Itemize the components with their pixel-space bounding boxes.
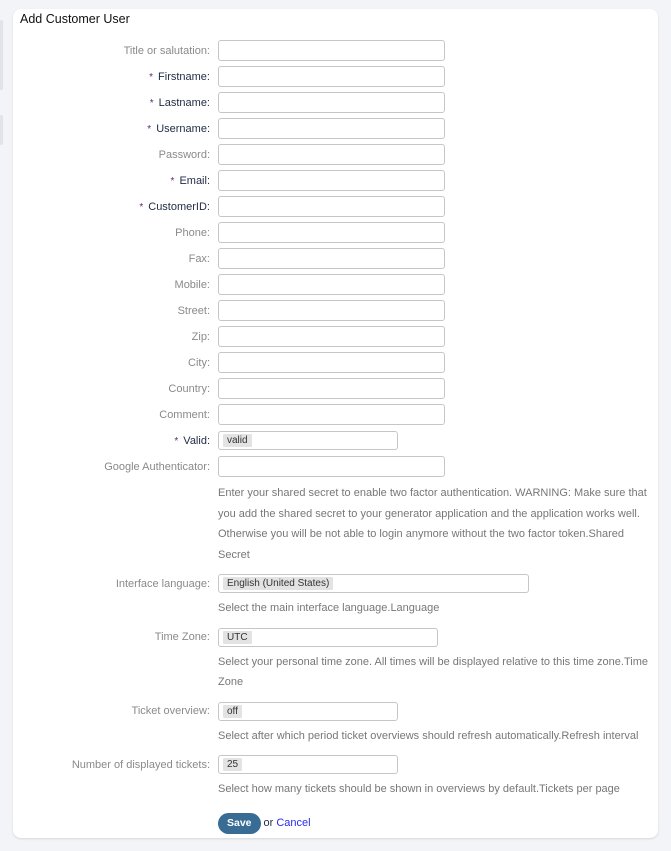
- field-label-text: Password:: [158, 148, 210, 161]
- field-label-text: Mobile:: [174, 278, 210, 291]
- field-label-text: Firstname:: [158, 70, 210, 83]
- required-marker: *: [170, 175, 175, 187]
- field-label-text: Title or salutation:: [123, 44, 210, 57]
- field-input[interactable]: [218, 144, 445, 165]
- ticket-overview-help: Select after which period ticket overviews should refresh automatically.Refresh interval: [218, 729, 639, 742]
- field-label: [13, 97, 218, 109]
- field-row: [13, 197, 658, 216]
- google-authenticator-label: Google Authenticator:: [104, 460, 210, 473]
- required-marker: *: [149, 97, 154, 109]
- field-row: [13, 353, 658, 372]
- field-input[interactable]: [218, 300, 445, 321]
- field-label-text: Username:: [156, 122, 210, 135]
- sidebar-edge: [0, 115, 3, 145]
- selected-value: UTC: [223, 631, 252, 644]
- field-label-text: Zip:: [191, 330, 210, 343]
- field-row: [13, 301, 658, 320]
- field-row: [13, 41, 658, 60]
- num-tickets-help: Select how many tickets should be shown in overviews by default.Tickets per page: [218, 783, 620, 795]
- selected-value: off: [223, 705, 242, 718]
- field-label: [13, 409, 218, 421]
- customer-user-form: [13, 41, 658, 834]
- field-input[interactable]: [218, 196, 445, 217]
- valid-select[interactable]: [218, 431, 398, 450]
- field-label: [13, 175, 218, 187]
- field-label: [13, 435, 218, 447]
- timezone-select[interactable]: [218, 628, 438, 647]
- field-row: [13, 327, 658, 346]
- field-label-text: Country:: [168, 382, 210, 395]
- language-help: Select the main interface language.Language: [218, 602, 440, 614]
- field-label: [13, 227, 218, 239]
- language-select[interactable]: [218, 574, 529, 593]
- field-label-text: CustomerID:: [148, 200, 210, 213]
- selected-value: 25: [223, 758, 242, 771]
- add-customer-user-panel: [13, 9, 658, 838]
- cancel-link[interactable]: Cancel: [276, 817, 311, 829]
- field-input[interactable]: [218, 40, 445, 61]
- panel-title: Add Customer User: [20, 12, 130, 26]
- sidebar-edge: [0, 20, 3, 90]
- field-label: [13, 201, 218, 213]
- field-label-text: Comment:: [159, 408, 210, 421]
- field-row: [13, 67, 658, 86]
- ticket-overview-select[interactable]: [218, 702, 398, 721]
- field-input[interactable]: [218, 378, 445, 399]
- field-label-text: Phone:: [175, 226, 210, 239]
- field-input[interactable]: [218, 352, 445, 373]
- field-label-text: Lastname:: [158, 96, 210, 109]
- field-row: [13, 379, 658, 398]
- field-row: [13, 93, 658, 112]
- ticket-overview-label: Ticket overview:: [131, 705, 210, 717]
- field-label: [13, 71, 218, 83]
- save-button[interactable]: Save: [218, 813, 261, 834]
- timezone-label: Time Zone:: [154, 631, 210, 643]
- timezone-help: Select your personal time zone. All times will be displayed relative to this time zone.Time Zone: [218, 655, 649, 688]
- field-label: [13, 123, 218, 135]
- language-label: Interface language:: [115, 577, 210, 590]
- field-row-language: [13, 574, 658, 593]
- field-row-google-authenticator: [13, 457, 658, 476]
- field-label-text: Email:: [179, 174, 210, 187]
- field-label: [13, 331, 218, 343]
- field-input[interactable]: [218, 170, 445, 191]
- field-row: [13, 223, 658, 242]
- google-authenticator-input[interactable]: [218, 456, 445, 477]
- num-tickets-label: Number of displayed tickets:: [71, 758, 210, 771]
- field-row-valid: [13, 431, 658, 450]
- field-input[interactable]: [218, 92, 445, 113]
- field-row-timezone: [13, 628, 658, 647]
- field-row: [13, 405, 658, 424]
- valid-label: Valid:: [183, 434, 210, 447]
- field-label-text: City:: [188, 356, 210, 369]
- field-input[interactable]: [218, 66, 445, 87]
- field-label: [13, 305, 218, 317]
- field-row: [13, 145, 658, 164]
- google-authenticator-help: Enter your shared secret to enable two factor authentication. WARNING: Make sure that you add the shared secret to your generator application and the application works well. Otherwise you will be not able to login anymore without the two factor token.Shared Secret: [218, 487, 647, 561]
- field-input[interactable]: [218, 118, 445, 139]
- selected-value: valid: [223, 434, 252, 447]
- field-label: [13, 279, 218, 291]
- field-row: [13, 275, 658, 294]
- field-row: [13, 249, 658, 268]
- field-row-ticket-overview: [13, 702, 658, 721]
- field-input[interactable]: [218, 404, 445, 425]
- required-marker: *: [139, 201, 144, 213]
- field-row: [13, 119, 658, 138]
- field-label: [13, 357, 218, 369]
- form-actions: [218, 813, 658, 834]
- field-label: [13, 383, 218, 395]
- field-label-text: Street:: [177, 304, 210, 317]
- field-label: [13, 45, 218, 57]
- field-input[interactable]: [218, 248, 445, 269]
- field-input[interactable]: [218, 326, 445, 347]
- field-label: [13, 149, 218, 161]
- field-row-num-tickets: [13, 755, 658, 774]
- required-marker: *: [149, 71, 154, 83]
- selected-value: English (United States): [223, 577, 333, 590]
- field-input[interactable]: [218, 222, 445, 243]
- field-row: [13, 171, 658, 190]
- field-label: [13, 253, 218, 265]
- required-marker: *: [174, 435, 179, 447]
- num-tickets-select[interactable]: [218, 755, 398, 774]
- field-input[interactable]: [218, 274, 445, 295]
- or-text: or: [263, 817, 274, 829]
- required-marker: *: [147, 123, 152, 135]
- field-label-text: Fax:: [188, 252, 210, 265]
